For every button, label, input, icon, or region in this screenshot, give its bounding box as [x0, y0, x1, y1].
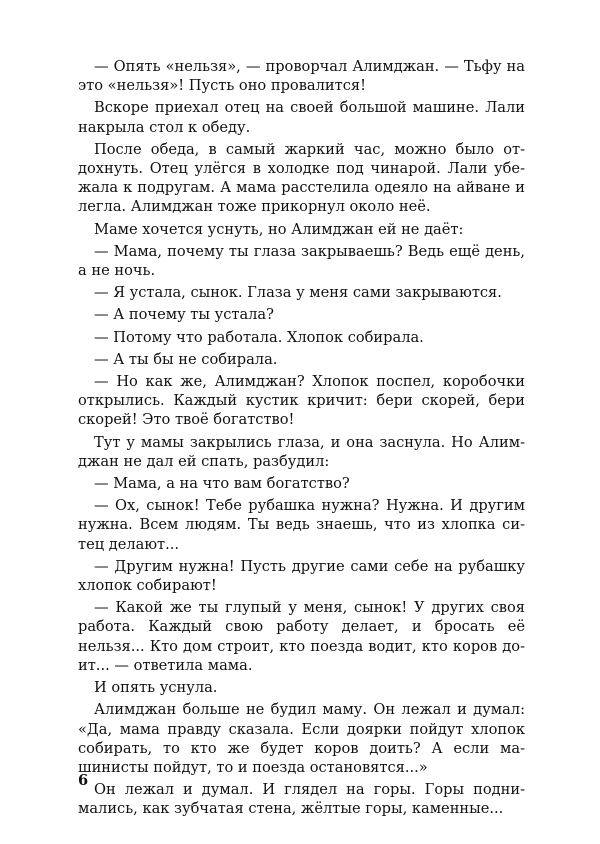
paragraph: — Мама, а на что вам богатство?	[94, 475, 350, 493]
paragraph: И опять уснула.	[94, 679, 218, 697]
paragraph: — Потому что работала. Хлопок собирала.	[94, 328, 424, 346]
paragraph: Вскоре приехал отец на своей большой машине. Лали накрыла стол к обеду.	[78, 99, 525, 136]
paragraph: — Ох, сынок! Тебе рубашка нужна? Нужна. И другим нужна. Всем людям. Ты ведь знаешь, что из хлопка ситец делают...	[78, 497, 525, 553]
paragraph: — Какой же ты глупый у меня, сынок! У других своя работа. Каждый свою работу делает, и бросать её нельзя... Кто дом строит, кто поезда водит, кто коров доит... — ответила мама.	[78, 599, 525, 674]
paragraph: — Другим нужна! Пусть другие сами себе на рубашку хлопок собирают!	[78, 557, 525, 595]
paragraph: — А почему ты устала?	[94, 306, 274, 324]
paragraph: После обеда, в самый жаркий час, можно было отдохнуть. Отец улёгся в холодке под чинарой. Лали убежала к подругам. А мама расстелила одеяло на айване и легла. Алимджан тоже прикорнул около неё.	[78, 140, 525, 216]
paragraph: Маме хочется уснуть, но Алимджан ей не даёт:	[94, 220, 464, 238]
paragraph: — Мама, почему ты глаза закрываешь? Ведь ещё день, а не ночь.	[78, 242, 525, 280]
paragraph: Тут у мамы закрылись глаза, и она заснула. Но Алимджан не дал ей спать, разбудил:	[78, 433, 525, 470]
paragraph: Он лежал и думал. И глядел на горы. Горы поднимались, как зубчатая стена, жёлтые горы, каменные...	[78, 781, 525, 818]
paragraph: — Я устала, сынок. Глаза у меня сами закрываются.	[94, 284, 502, 302]
paragraph: — Опять «нельзя», — проворчал Алимджан. — Тьфу на это «нельзя»! Пусть оно провалится!	[78, 58, 525, 95]
paragraph: — Но как же, Алимджан? Хлопок поспел, коробочки открылись. Каждый кустик кричит: бери скорей, бери скорей! Это твоё богатство!	[78, 373, 525, 429]
story-text	[78, 57, 525, 822]
page-number: 6	[78, 772, 89, 789]
paragraph: Алимджан больше не будил маму. Он лежал и думал: «Да, мама правду сказала. Если доярки пойдут хлопок собирать, то кто же будет коров доить? А если машинисты пойдут, то и поезда остановятся...»	[78, 701, 525, 776]
paragraph: — А ты бы не собирала.	[94, 350, 278, 368]
